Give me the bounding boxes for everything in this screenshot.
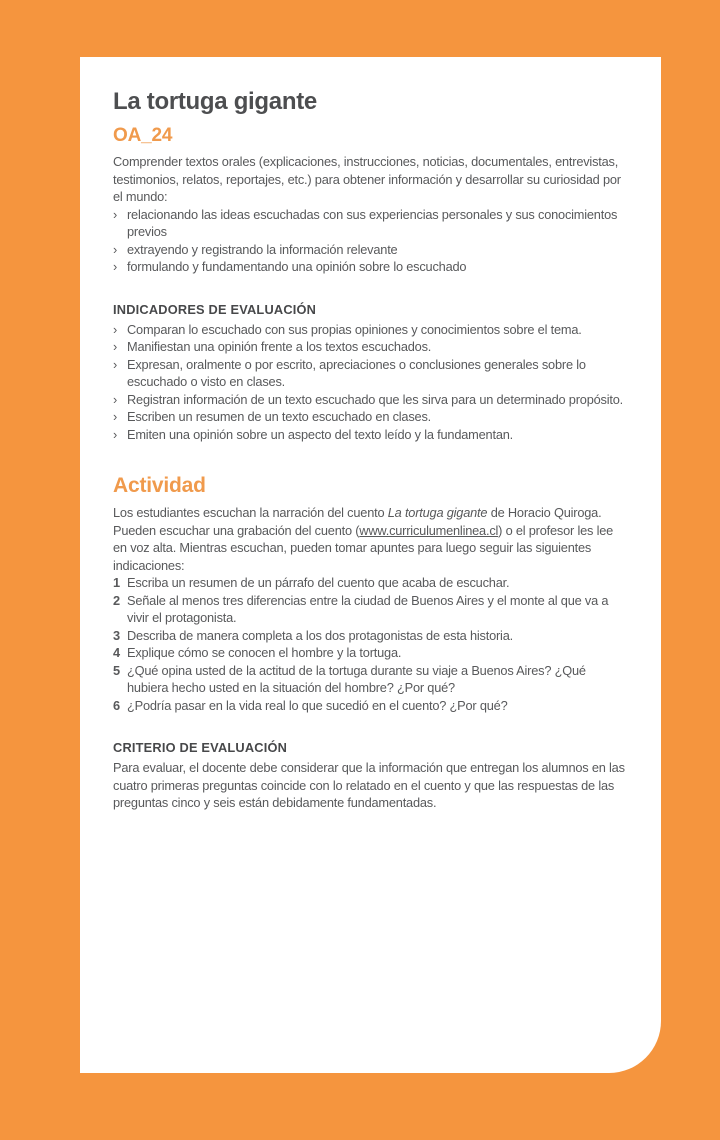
actividad-heading: Actividad [113,474,206,497]
bullet-item [113,321,627,339]
step-text: ¿Qué opina usted de la actitud de la tortuga durante su viaje a Buenos Aires? ¿Qué hubiera hecho usted en la situación del hombre? ¿Por qué? [127,662,586,695]
step-item [113,697,627,715]
bullet-glyph: › [113,426,118,442]
oa-bullet-list [113,206,627,276]
bullet-item [113,391,627,409]
actividad-intro-part2: de Horacio Quiroga. Pueden escuchar una grabación del cuento ( [113,505,602,538]
bullet-text: relacionando las ideas escuchadas con sus experiencias personales y sus conocimientos previos [127,206,618,239]
step-number: 2 [113,592,120,608]
step-text: Señale al menos tres diferencias entre la ciudad de Buenos Aires y el monte al que va a vivir el protagonista. [127,592,609,625]
bullet-item [113,426,627,444]
section-oa [113,125,627,276]
bullet-item [113,241,627,259]
bullet-item [113,338,627,356]
bullet-item [113,408,627,426]
curriculum-link[interactable]: www.curriculumenlinea.cl [359,522,499,538]
bullet-text: Expresan, oralmente o por escrito, apreciaciones o conclusiones generales sobre lo escuchado o visto en clases. [127,356,586,389]
bullet-item [113,258,627,276]
indicadores-heading: INDICADORES DE EVALUACIÓN [113,301,317,317]
step-number: 6 [113,697,120,713]
step-text: Describa de manera completa a los dos protagonistas de esta historia. [127,627,513,643]
bullet-text: extrayendo y registrando la información relevante [127,241,398,257]
criterio-heading: CRITERIO DE EVALUACIÓN [113,740,288,755]
section-criterio [113,740,627,812]
step-item [113,644,627,662]
actividad-intro-part1: Los estudiantes escuchan la narración del cuento [113,505,388,520]
step-number: 3 [113,627,120,643]
step-item [113,574,627,592]
bullet-item [113,206,627,241]
actividad-step-list [113,574,627,714]
bullet-glyph: › [113,339,118,354]
step-text: ¿Podría pasar en la vida real lo que sucedió en el cuento? ¿Por qué? [127,697,508,713]
page-title: La tortuga gigante [113,88,317,115]
bullet-item [113,356,627,391]
actividad-intro-part3: ) o el profesor les lee en voz alta. Mientras escuchan, pueden tomar apuntes para luego seguir las siguientes indicaciones: [113,522,614,573]
criterio-body: Para evaluar, el docente debe considerar que la información que entregan los alumnos en las cuatro primeras preguntas coincide con lo relatado en el cuento y que las respuestas de las preguntas cinco y seis están debidamente fundamentadas. [113,760,625,810]
bullet-glyph: › [113,409,118,424]
bullet-text: Comparan lo escuchado con sus propias opiniones y conocimientos sobre el tema. [127,321,582,337]
bullet-glyph: › [113,391,118,407]
step-text: Escriba un resumen de un párrafo del cuento que acaba de escuchar. [127,575,510,590]
bullet-glyph: › [113,259,118,274]
section-indicadores [113,302,627,444]
step-item [113,592,627,627]
actividad-intro [113,504,627,574]
bullet-glyph: › [113,206,118,222]
step-number: 4 [113,645,120,660]
step-text: Explique cómo se conocen el hombre y la tortuga. [127,645,402,660]
indicadores-bullet-list [113,321,627,444]
bullet-glyph: › [113,356,118,372]
bullet-text: Manifiestan una opinión frente a los textos escuchados. [127,339,432,354]
step-number: 1 [113,575,120,590]
bullet-glyph: › [113,241,118,257]
section-actividad [113,474,627,714]
bullet-text: Escriben un resumen de un texto escuchado en clases. [127,409,432,424]
bullet-text: formulando y fundamentando una opinión sobre lo escuchado [127,259,467,274]
story-title: La tortuga gigante [387,505,488,520]
bullet-glyph: › [113,321,118,337]
step-item [113,662,627,697]
oa-intro: Comprender textos orales (explicaciones, instrucciones, noticias, documentales, entrevistas, testimonios, relatos, reportajes, etc.) para obtener información y desarrollar su curiosidad por el mundo: [113,154,621,204]
step-number: 5 [113,662,120,678]
step-item [113,627,627,645]
content-card [80,57,661,1073]
bullet-text: Registran información de un texto escuchado que les sirva para un determinado propósito. [127,391,624,407]
bullet-text: Emiten una opinión sobre un aspecto del texto leído y la fundamentan. [127,426,514,442]
oa-heading: OA_24 [113,125,173,146]
